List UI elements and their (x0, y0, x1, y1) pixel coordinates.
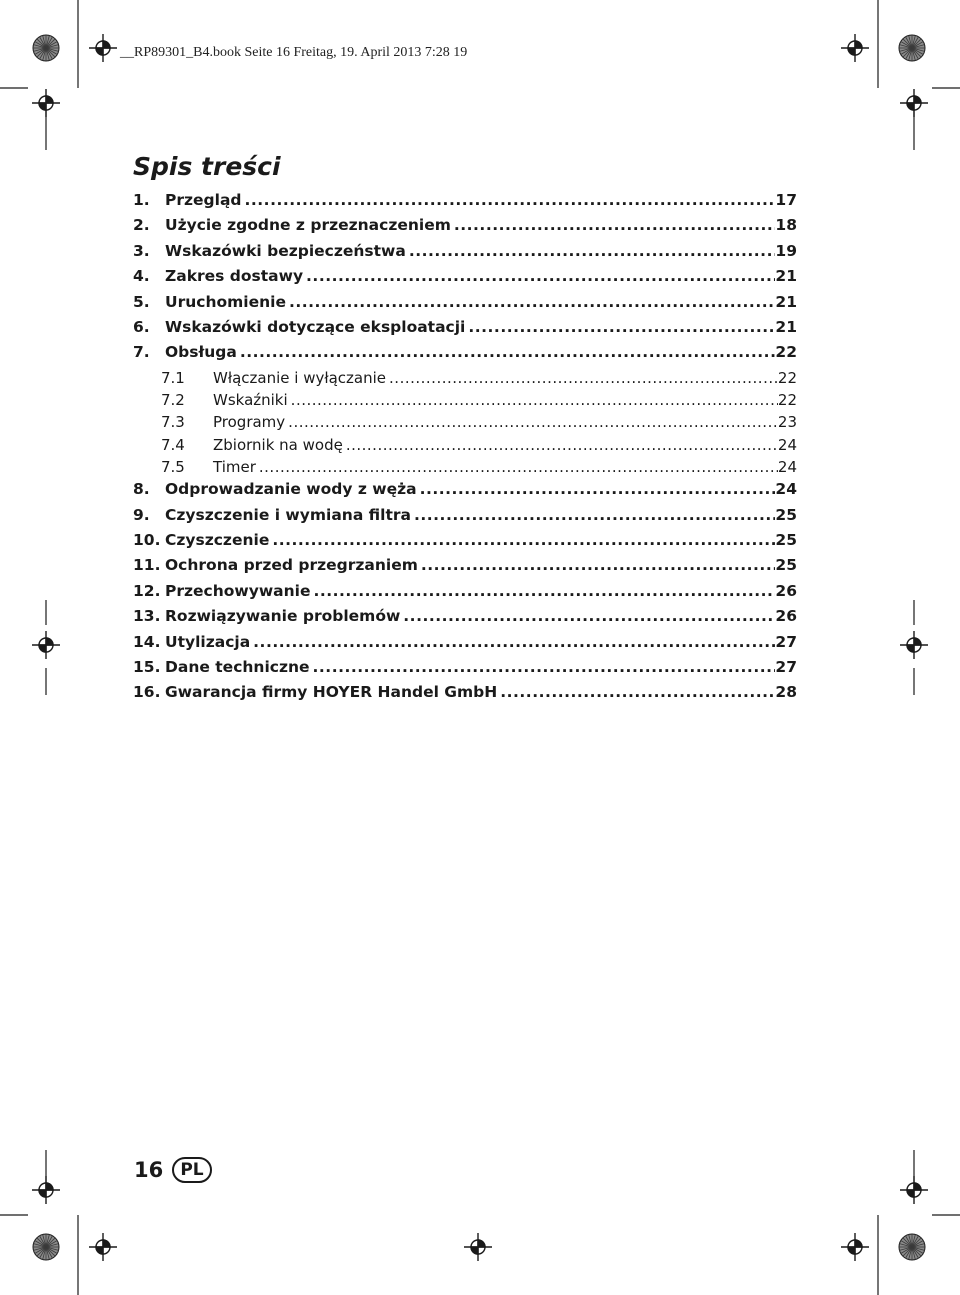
toc-entry-number: 7.3 (161, 413, 185, 432)
toc-entry-label: Ochrona przed przegrzaniem (165, 556, 418, 575)
toc-entry (133, 413, 797, 435)
toc-entry-label: Obsługa (165, 343, 237, 362)
toc-entry-number: 7.4 (161, 435, 185, 454)
toc-entry-number: 4. (133, 267, 150, 286)
toc-entry (133, 436, 797, 458)
toc-entry-label: Utylizacja (165, 632, 251, 651)
toc-entry-label: Uruchomienie (165, 292, 286, 311)
color-bar-icon (33, 35, 59, 61)
toc-entry-number: 7.5 (161, 457, 185, 476)
toc-entry-label: Wskaźniki (213, 391, 288, 410)
color-bar-icon (899, 35, 925, 61)
toc-entry (133, 369, 797, 391)
toc-entry-page: 19 (775, 241, 797, 260)
toc-entry-label: Użycie zgodne z przeznaczeniem (165, 216, 451, 235)
toc-entry-number: 14. (133, 632, 161, 651)
toc-entry-number: 12. (133, 581, 161, 600)
toc-entry-page: 25 (775, 505, 797, 524)
toc-entry-label: Włączanie i wyłączanie (213, 368, 387, 387)
toc-entry-page: 21 (775, 317, 797, 336)
toc-entry-number: 3. (133, 241, 150, 260)
color-bar-icon (33, 1234, 59, 1260)
language-badge (172, 1157, 212, 1183)
toc-dot-leader (406, 242, 776, 260)
toc-entry-page: 25 (775, 531, 797, 549)
toc-entry-page: 27 (775, 632, 797, 651)
toc-entry-page: 26 (775, 607, 797, 626)
toc-entry-page: 22 (777, 368, 797, 387)
registration-mark-icon (89, 34, 117, 62)
toc-dot-leader (386, 369, 778, 387)
toc-entry (133, 480, 797, 505)
toc-entry-label: Odprowadzanie wody z węża (165, 480, 417, 499)
toc-entry-number: 13. (133, 607, 161, 626)
toc-title: Spis treści (133, 152, 281, 181)
registration-mark-icon (32, 631, 60, 659)
toc-entry-number: 9. (133, 505, 150, 524)
toc-entry-page: 24 (775, 480, 797, 499)
toc-entry (133, 391, 797, 413)
registration-mark-icon (900, 89, 928, 117)
toc-entry-page: 27 (775, 657, 797, 676)
registration-mark-icon (89, 1233, 117, 1261)
toc-entry-page: 21 (775, 267, 797, 286)
toc-entry (133, 633, 797, 658)
toc-dot-leader (310, 582, 775, 600)
toc-entry (133, 582, 797, 607)
toc-dot-leader (400, 607, 775, 625)
toc-dot-leader (343, 436, 778, 454)
toc-entry (133, 458, 797, 480)
toc-dot-leader (285, 413, 778, 431)
toc-entry-page: 21 (775, 292, 797, 311)
toc-entry-page: 18 (775, 216, 797, 235)
toc-entry (133, 242, 797, 267)
toc-entry-label: Zakres dostawy (165, 267, 304, 286)
toc-dot-leader (288, 391, 778, 409)
table-of-contents (133, 191, 797, 709)
registration-mark-icon (32, 1176, 60, 1204)
toc-entry (133, 293, 797, 318)
toc-entry (133, 607, 797, 632)
toc-entry (133, 267, 797, 292)
toc-entry (133, 683, 797, 708)
toc-dot-leader (465, 318, 775, 336)
toc-dot-leader (269, 531, 775, 549)
toc-dot-leader (451, 216, 776, 234)
toc-entry (133, 343, 797, 368)
toc-entry-number: 11. (133, 556, 161, 575)
toc-entry-label: Programy (213, 413, 286, 432)
toc-entry-page: 17 (775, 191, 797, 209)
toc-entry-label: Czyszczenie i wymiana filtra (165, 505, 411, 524)
toc-entry (133, 531, 797, 556)
toc-entry-label: Przegląd (165, 191, 242, 209)
toc-entry-number: 5. (133, 292, 150, 311)
color-bar-icon (899, 1234, 925, 1260)
toc-entry (133, 216, 797, 241)
toc-entry-number: 10. (133, 531, 161, 549)
registration-mark-icon (841, 1233, 869, 1261)
toc-entry (133, 318, 797, 343)
toc-entry-page: 22 (775, 343, 797, 362)
toc-entry (133, 191, 797, 216)
language-code: PL (180, 1160, 204, 1180)
registration-mark-icon (32, 89, 60, 117)
registration-mark-icon (900, 631, 928, 659)
toc-entry-number: 15. (133, 657, 161, 676)
toc-entry-label: Wskazówki bezpieczeństwa (165, 241, 406, 260)
toc-entry-number: 16. (133, 683, 161, 702)
toc-entry-label: Rozwiązywanie problemów (165, 607, 401, 626)
page-number: 16 (134, 1158, 164, 1182)
toc-entry-page: 24 (777, 457, 797, 476)
toc-dot-leader (497, 683, 775, 701)
toc-entry-page: 24 (777, 435, 797, 454)
toc-entry (133, 658, 797, 683)
toc-entry-number: 7. (133, 343, 150, 362)
toc-entry-label: Timer (213, 457, 256, 476)
toc-entry-label: Wskazówki dotyczące eksploatacji (165, 317, 466, 336)
toc-entry-page: 28 (775, 683, 797, 702)
toc-entry (133, 506, 797, 531)
registration-mark-icon (900, 1176, 928, 1204)
toc-entry-label: Dane techniczne (165, 657, 310, 676)
toc-entry-number: 1. (133, 191, 150, 209)
toc-dot-leader (237, 343, 776, 361)
toc-dot-leader (418, 556, 776, 574)
registration-mark-icon (841, 34, 869, 62)
toc-entry (133, 556, 797, 581)
registration-mark-icon (464, 1233, 492, 1261)
toc-entry-page: 22 (777, 391, 797, 410)
toc-entry-label: Gwarancja firmy HOYER Handel GmbH (165, 683, 498, 702)
toc-entry-number: 2. (133, 216, 150, 235)
toc-entry-number: 8. (133, 480, 150, 499)
toc-entry-label: Zbiornik na wodę (213, 435, 343, 454)
toc-entry-page: 25 (775, 556, 797, 575)
toc-dot-leader (250, 633, 775, 651)
toc-entry-page: 26 (775, 581, 797, 600)
toc-dot-leader (303, 267, 775, 285)
toc-dot-leader (310, 658, 776, 676)
toc-entry-label: Czyszczenie (165, 531, 270, 549)
toc-entry-number: 7.2 (161, 391, 185, 410)
toc-entry-label: Przechowywanie (165, 581, 311, 600)
toc-dot-leader (242, 191, 776, 209)
print-slug: __RP89301_B4.book Seite 16 Freitag, 19. April 2013 7:28 19 (120, 45, 468, 60)
toc-entry-number: 7.1 (161, 368, 185, 387)
toc-dot-leader (286, 293, 775, 311)
toc-dot-leader (417, 480, 776, 498)
toc-dot-leader (256, 458, 778, 476)
toc-dot-leader (411, 506, 775, 524)
toc-entry-number: 6. (133, 317, 150, 336)
toc-entry-page: 23 (777, 413, 797, 432)
